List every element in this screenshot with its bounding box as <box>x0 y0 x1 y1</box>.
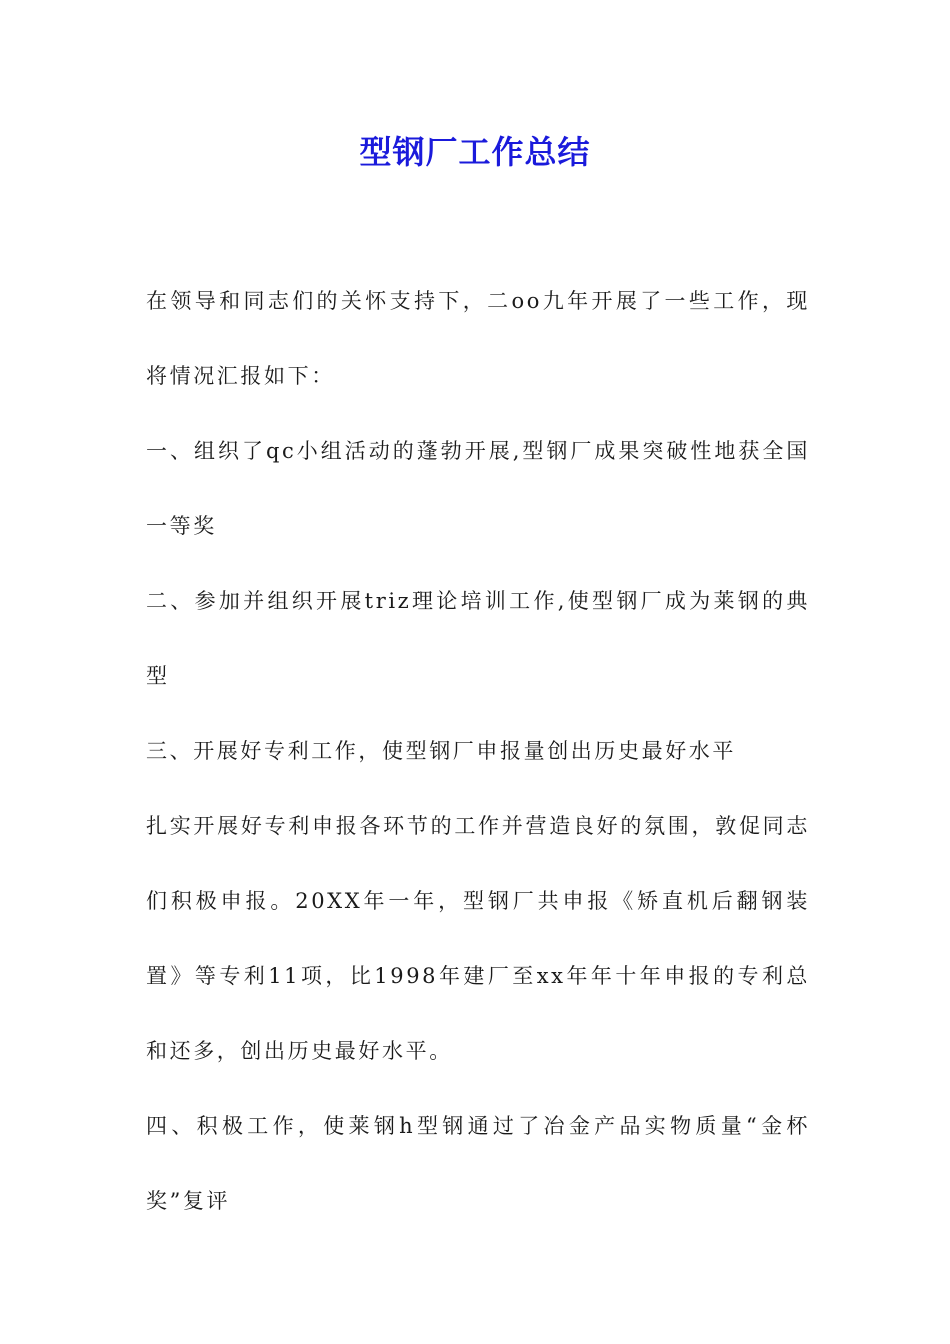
paragraph-item-3: 三、开展好专利工作，使型钢厂申报量创出历史最好水平 <box>146 739 736 763</box>
paragraph-intro: 在领导和同志们的关怀支持下，二oo九年开展了一些工作，现将情况汇报如下： <box>146 289 810 388</box>
paragraph-item-1: 一、组织了qc小组活动的蓬勃开展,型钢厂成果突破性地获全国一等奖 <box>146 439 810 538</box>
paragraph-item-4: 四、积极工作，使莱钢h型钢通过了冶金产品实物质量“金杯奖”复评 <box>146 1114 810 1213</box>
document-title: 型钢厂工作总结 <box>359 133 591 171</box>
document-body <box>146 264 810 1239</box>
paragraph-item-2: 二、参加并组织开展triz理论培训工作,使型钢厂成为莱钢的典型 <box>146 589 810 688</box>
paragraph-item-3-detail: 扎实开展好专利申报各环节的工作并营造良好的氛围，敦促同志们积极申报。20XX年一年，型钢厂共申报《矫直机后翻钢装置》等专利11项，比1998年建厂至xx年年十年申报的专利总和还多，创出历史最好水平。 <box>146 814 810 1063</box>
